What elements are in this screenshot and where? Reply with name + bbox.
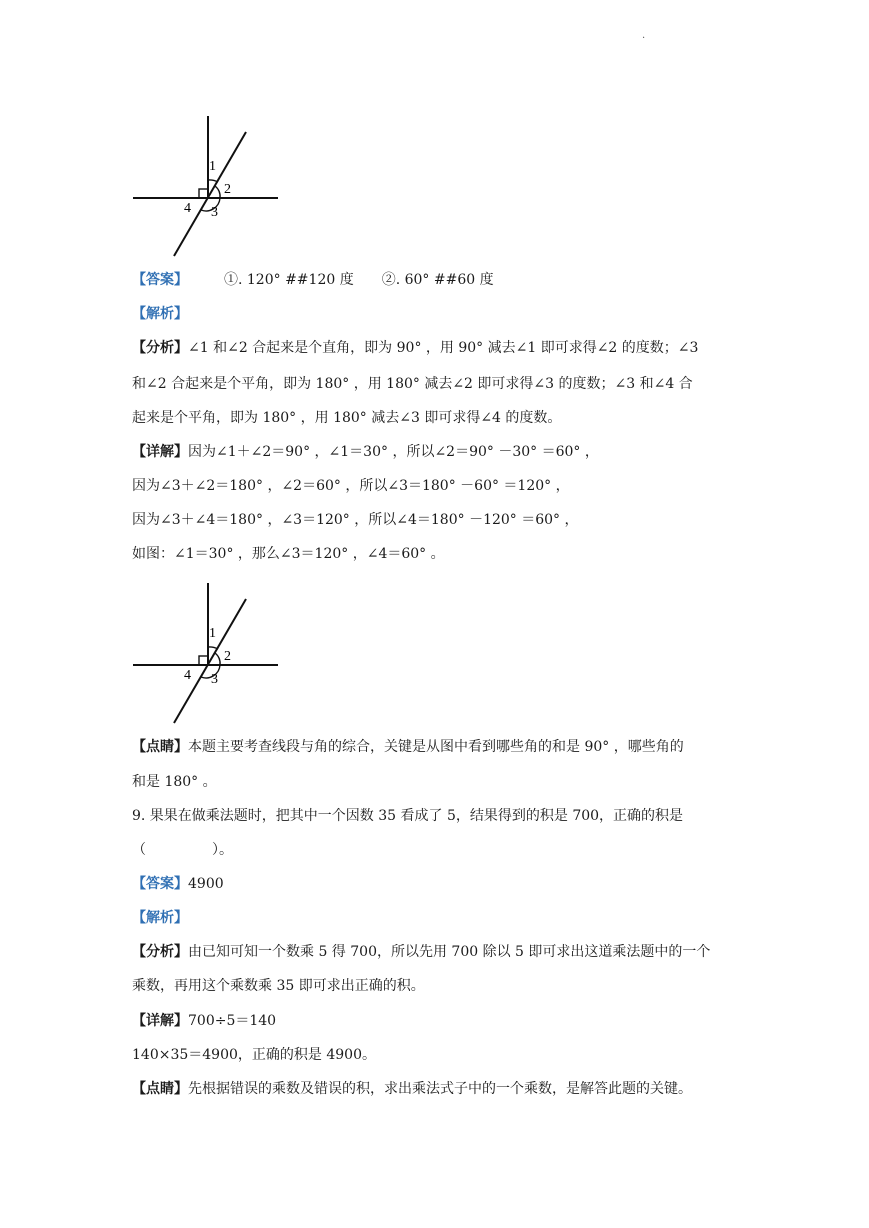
answer-tag: 【答案】 <box>132 876 188 892</box>
q8-analysis-line-1 <box>132 339 698 357</box>
angle-figure-bottom <box>128 579 284 725</box>
angle-arc-2 <box>215 653 220 665</box>
angle-label-3: 3 <box>211 205 218 220</box>
answer-2: ②. 60° ##60 度 <box>381 272 494 288</box>
q8-detail-line-2: 因为∠3＋∠2＝180° ，∠2＝60° ，所以∠3＝180° －60° ＝120° ， <box>132 478 570 494</box>
analysis-text: ∠1 和∠2 合起来是个直角，即为 90° ，用 90° 减去∠1 即可求得∠2 的度数；∠3 <box>188 340 699 356</box>
q8-analysis-line-2: 和∠2 合起来是个平角，即为 180° ，用 180° 减去∠2 即可求得∠3 的度数；∠3 和∠4 合 <box>132 376 693 392</box>
q9-detail-line-1 <box>132 1012 276 1030</box>
angle-label-2: 2 <box>224 182 231 197</box>
angle-diagram <box>128 112 284 258</box>
analysis-text: 由已知可知一个数乘 5 得 700，所以先用 700 除以 5 即可求出这道乘法题中的一个 <box>188 944 711 960</box>
angle-figure-top <box>128 112 284 258</box>
angle-diagram <box>128 579 284 725</box>
q9-question-line-2 <box>132 841 233 859</box>
angle-arc-2 <box>215 186 220 198</box>
blank-open: （ <box>132 842 146 858</box>
q9-question-line-1: 9. 果果在做乘法题时，把其中一个因数 35 看成了 5，结果得到的积是 700，正确的积是 <box>132 808 684 824</box>
angle-label-4: 4 <box>184 201 191 216</box>
detail-tag: 【详解】 <box>132 1013 188 1029</box>
q8-detail-line-4: 如图：∠1＝30° ，那么∠3＝120° ，∠4＝60° 。 <box>132 546 445 562</box>
q9-jiexi: 【解析】 <box>132 910 188 926</box>
q8-answer-line <box>132 271 494 289</box>
point-text: 本题主要考查线段与角的综合，关键是从图中看到哪些角的和是 90° ，哪些角的 <box>188 739 684 755</box>
detail-text: 因为∠1＋∠2＝90° ，∠1＝30° ，所以∠2＝90° －30° ＝60° ， <box>188 444 599 460</box>
answer-value: 4900 <box>188 876 224 892</box>
angle-label-4: 4 <box>184 668 191 683</box>
blank-close: ）。 <box>212 842 233 858</box>
q8-detail-line-3: 因为∠3＋∠4＝180° ，∠3＝120° ，所以∠4＝180° －120° ＝60° ， <box>132 512 579 528</box>
angle-label-1: 1 <box>209 626 216 641</box>
detail-tag: 【详解】 <box>132 444 188 460</box>
angle-arc-1 <box>208 180 218 182</box>
q8-point-line-2: 和是 180° 。 <box>132 774 217 790</box>
detail-text: 700÷5＝140 <box>188 1013 277 1029</box>
right-angle-mark <box>199 656 208 665</box>
answer-1: ①. 120° ##120 度 <box>224 272 354 288</box>
q9-detail-line-2: 140×35＝4900，正确的积是 4900。 <box>132 1047 376 1063</box>
header-dot: . <box>642 30 646 41</box>
q8-jiexi: 【解析】 <box>132 306 188 322</box>
slanted-line <box>174 132 246 256</box>
q9-analysis-line-2: 乘数，再用这个乘数乘 35 即可求出正确的积。 <box>132 978 425 994</box>
angle-label-3: 3 <box>211 672 218 687</box>
analysis-tag: 【分析】 <box>132 944 188 960</box>
answer-tag: 【答案】 <box>132 272 188 288</box>
point-text: 先根据错误的乘数及错误的积，求出乘法式子中的一个乘数，是解答此题的关键。 <box>188 1081 692 1097</box>
right-angle-mark <box>199 189 208 198</box>
point-tag: 【点睛】 <box>132 739 188 755</box>
q9-answer-line <box>132 875 224 893</box>
q9-analysis-line-1 <box>132 943 710 961</box>
analysis-tag: 【分析】 <box>132 340 188 356</box>
point-tag: 【点睛】 <box>132 1081 188 1097</box>
q8-analysis-line-3: 起来是个平角，即为 180° ，用 180° 减去∠3 即可求得∠4 的度数。 <box>132 410 562 426</box>
q8-point-line-1 <box>132 738 684 756</box>
slanted-line <box>174 599 246 723</box>
angle-arc-1 <box>208 647 218 649</box>
angle-label-2: 2 <box>224 649 231 664</box>
q8-detail-line-1 <box>132 443 599 461</box>
angle-label-1: 1 <box>209 159 216 174</box>
q9-point-line-1 <box>132 1080 692 1098</box>
